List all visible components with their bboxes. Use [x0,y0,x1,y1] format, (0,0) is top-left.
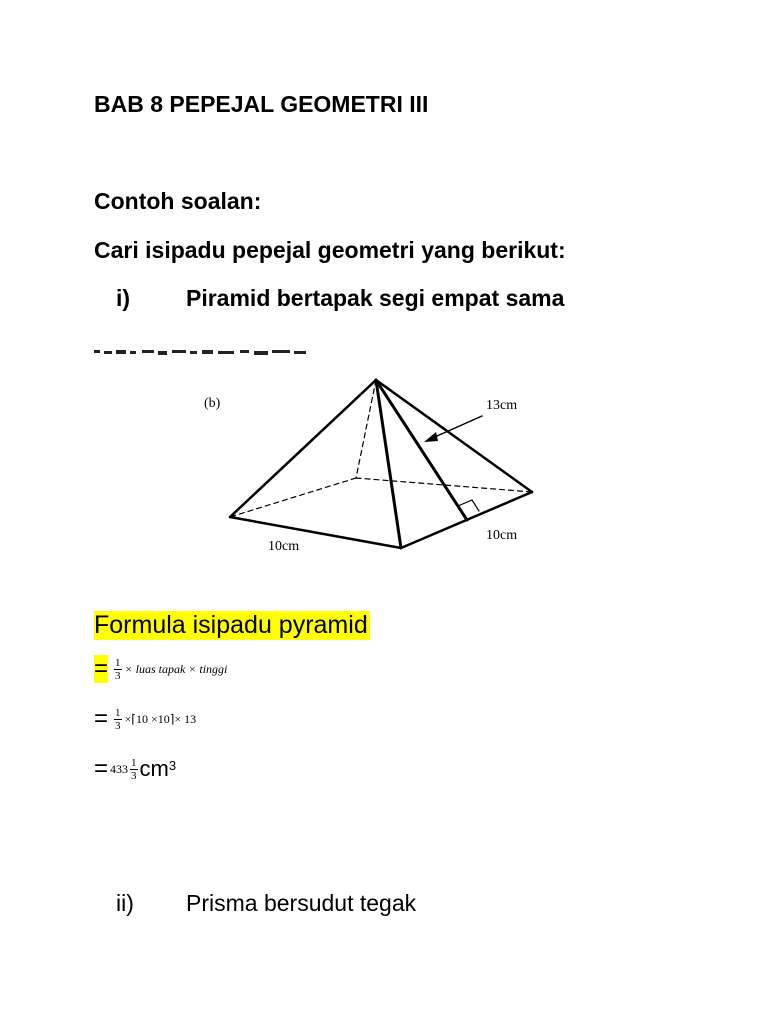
list-item-number: ii) [116,890,134,916]
formula-title: Formula isipadu pyramid [94,611,368,639]
base-right-label: 10cm [486,528,518,543]
slant-height-label: 13cm [486,398,518,413]
edge-left [230,380,376,517]
base-left-label: 10cm [268,539,300,554]
fraction-numerator: 1 [131,756,137,769]
formula-line-2 [94,705,196,733]
cropped-text-fragment [94,346,308,358]
edge-front [376,380,401,548]
formula-expression: ×⌈10 ×10⌉× 13 [124,711,197,726]
slant-height-line [376,380,467,520]
formula-expression: × luas tapak × tinggi [124,661,228,676]
fraction-denominator: 3 [115,719,121,732]
fraction-numerator: 1 [115,706,121,719]
page-title: BAB 8 PEPEJAL GEOMETRI III [94,91,429,117]
formula-line-3 [94,755,176,783]
result-unit: cm [139,756,169,781]
fraction [114,707,122,732]
figure-part-label: (b) [204,396,221,411]
instruction-text: Cari isipadu pepejal geometri yang berikut: [94,237,566,263]
list-item-text: Prisma bersudut tegak [186,890,417,916]
fraction [114,657,122,682]
fraction-numerator: 1 [115,656,121,669]
base-front-left-edge [230,517,401,548]
hidden-edge-back-left [230,478,356,517]
equals-sign: = [94,655,109,682]
edge-right [376,380,532,492]
result-whole-number: 433 [110,761,129,776]
equals-sign: = [94,705,109,732]
equals-sign: = [94,755,109,782]
example-label: Contoh soalan: [94,188,262,214]
fraction-denominator: 3 [131,769,137,782]
pyramid-diagram [190,372,550,562]
result-unit-power: 3 [168,757,177,773]
list-item-text: Piramid bertapak segi empat sama [186,285,565,311]
fraction [130,757,138,782]
formula-line-1 [94,655,227,683]
fraction-denominator: 3 [115,669,121,682]
arrow-head-icon [424,432,438,442]
list-item-number: i) [116,285,131,311]
